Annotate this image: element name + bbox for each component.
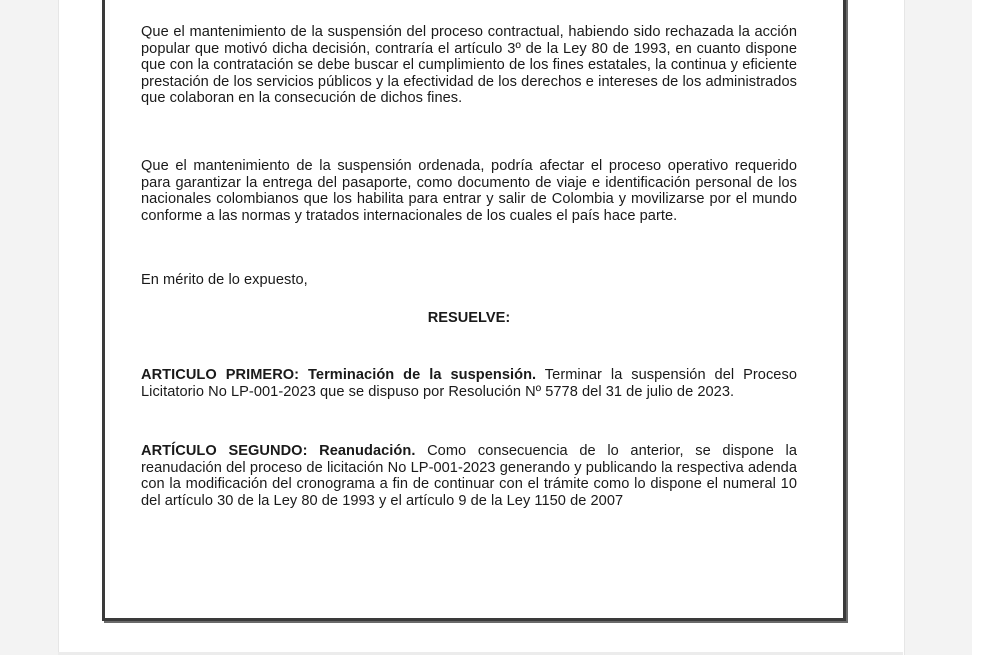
article-second-body: Como consecuencia de lo anterior, se dispone la reanudación del proceso de licitación No LP-001-2023 generando y publicando la respectiva adenda con la modificación del cronograma a fin de continuar con el trámite como lo dispone el numeral 10 del artículo 30 de la Ley 80 de 1993 y el artículo 9 de la Ley 1150 de 2007 [141,443,797,509]
article-second [141,443,797,509]
article-first-title: ARTICULO PRIMERO: Terminación de la suspensión. [141,367,537,383]
paragraph-contract-suspension: Que el mantenimiento de la suspensión del proceso contractual, habiendo sido rechazada la acción popular que motivó dicha decisión, contraría el artículo 3º de la Ley 80 de 1993, en cuanto dispone que con la contratación se debe buscar el cumplimiento de los fines estatales, la continua y eficiente prestación de los servicios públicos y la efectividad de los derechos e intereses de los administrados que colaboran en la consecución de dichos fines. [141,24,797,107]
article-first [141,367,797,400]
viewer-scrollbar[interactable] [972,0,984,655]
resolution-heading: RESUELVE: [427,310,511,326]
article-second-title: ARTÍCULO SEGUNDO: Reanudación. [141,443,416,459]
article-first-body: Terminar la suspensión del Proceso Licitatorio No LP-001-2023 que se dispuso por Resolución Nº 5778 del 31 de julio de 2023. [141,367,797,400]
paragraph-passport-process: Que el mantenimiento de la suspensión ordenada, podría afectar el proceso operativo requerido para garantizar la entrega del pasaporte, como documento de viaje e identificación personal de los nacionales colombianos que los habilita para entrar y salir de Colombia y movilizarse por el mundo conforme a las normas y tratados internacionales de los cuales el país hace parte. [141,158,797,224]
paragraph-merit: En mérito de lo expuesto, [141,272,308,288]
